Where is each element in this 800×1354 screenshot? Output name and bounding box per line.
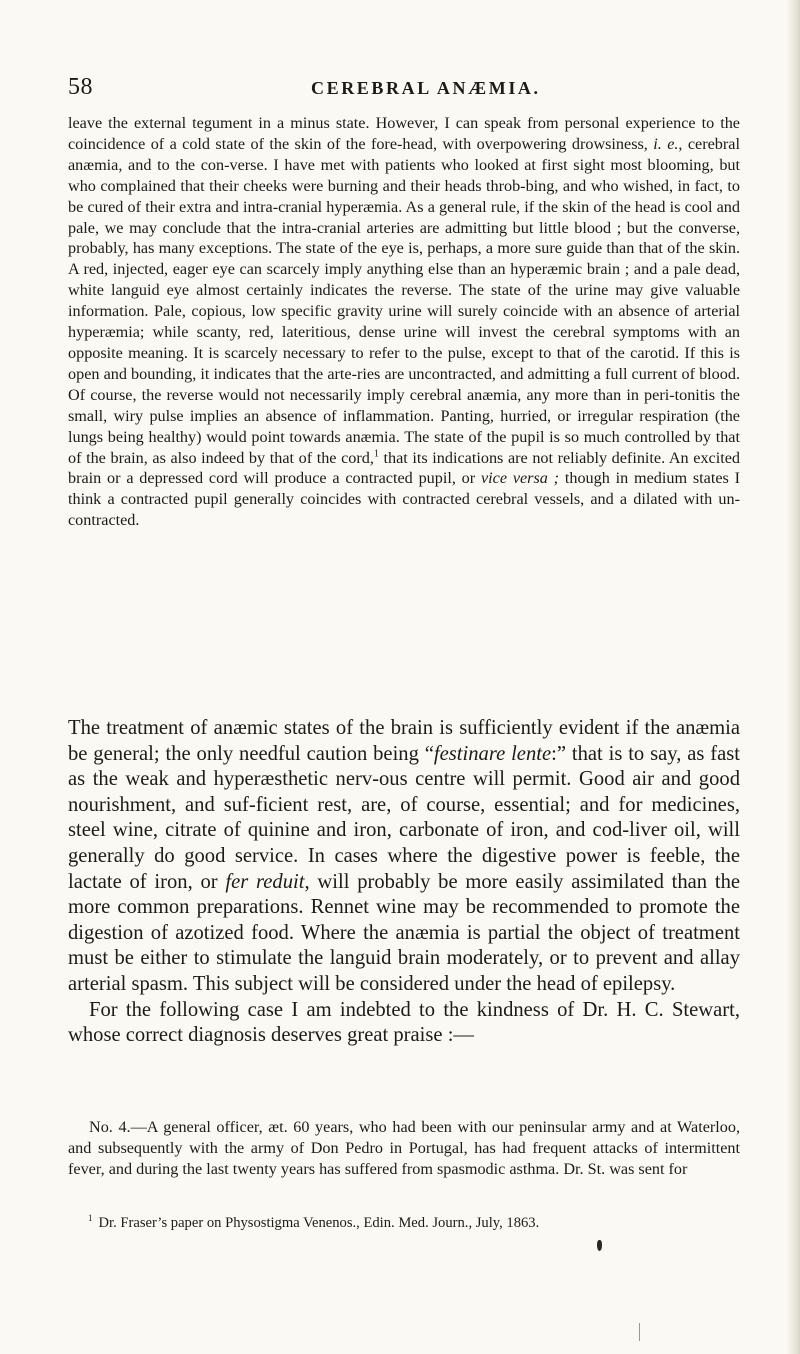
italic-text: i. e. [653, 134, 679, 153]
running-head: CEREBRAL ANÆMIA. [311, 78, 541, 98]
paragraph-acknowledgement: For the following case I am indebted to the kindness of Dr. H. C. Stewart, whose correct diagnosis deserves great praise :— [68, 998, 740, 1047]
ink-mark [639, 1323, 640, 1341]
paragraph-diagnostic-signs [68, 113, 740, 531]
text-run: :” that is to say, as fast as the weak and hyperæsthetic nerv-ous centre will permit. Good air and good nourishment, and suf-ficient rest, are, of course, essential; and for medicines, steel wine, citrate of quinine and iron, carbonate of iron, and cod-liver oil, will generally do good service. In cases where the digestive power is feeble, the lactate of iron, or [68, 742, 740, 893]
text-run: leave the external tegument in a minus state. However, I can speak from personal experience to the coincidence of a cold state of the skin of the fore-head, with overpowering drowsiness, [68, 114, 740, 153]
text-run: that its indications are not reliably definite. An excited brain or a depressed cord will produce a contracted pupil, or [68, 448, 740, 488]
italic-text: vice versa ; [480, 469, 560, 488]
paragraph-treatment [68, 716, 740, 1049]
footnote-marker: 1 [88, 1213, 93, 1223]
footnote-text: Dr. Fraser’s paper on Physostigma Venenos., Edin. Med. Journ., July, 1863. [98, 1214, 540, 1231]
text-run: , cerebral anæmia, and to the con-verse. I have met with patients who looked at first sight most blooming, but who complained that their cheeks were burning and their heads throb-bing, and who wished, in fact, to be cured of their extra and intra-cranial hyperæmia. As a general rule, if the skin of the head is cool and pale, we may conclude that the intra-cranial arteries are admitting but little blood ; but the converse, probably, has many exceptions. The state of the eye is, perhaps, a more sure guide than that of the skin. A red, injected, eager eye can scarcely imply anything else than an hyperæmic brain ; and a pale dead, white languid eye almost certainly indicates the reverse. The state of the urine may give valuable information. Pale, copious, low specific gravity urine will surely coincide with an absence of arterial hyperæmia; while scanty, red, lateritious, dense urine will invest the cerebral symptoms with an opposite meaning. It is scarcely necessary to refer to the pulse, except to that of the carotid. If this is open and bounding, it indicates that the arte-ries are uncontracted, and admitting a full current of blood. Of course, the reverse would not necessarily imply cerebral anæmia, any more than in peri-tonitis the small, wiry pulse implies an absence of inflammation. Panting, hurried, or irregular respiration (the lungs being healthy) would point towards anæmia. The state of the pupil is so much controlled by that of the brain, as also indeed by that of the cord, [68, 134, 740, 467]
paragraph-text [68, 113, 740, 531]
page-number: 58 [68, 74, 93, 100]
case-report-text: No. 4.—A general officer, æt. 60 years, who had been with our peninsular army and at Waterloo, and subsequently with the army of Don Pedro in Portugal, has had frequent attacks of intermittent fever, and during the last twenty years has suffered from spasmodic asthma. Dr. St. was sent for [68, 1118, 740, 1178]
text-run: , will probably be more easily assimilated than the more common preparations. Rennet wine may be recommended to promote the digestion of azotized food. Where the anæmia is partial the object of treatment must be either to stimulate the languid brain moderately, or to prevent and allay arterial spasm. This subject will be considered under the head of epilepsy. [68, 870, 741, 995]
text-run: The treatment of anæmic states of the brain is sufficiently evident if the anæmia be general; the only needful caution being “ [68, 717, 740, 765]
footnote-reference: 1 [373, 448, 379, 460]
italic-text: fer reduit [225, 870, 305, 893]
ink-speck [597, 1240, 602, 1251]
italic-text: festinare lente [433, 742, 552, 765]
page-edge-shadow [786, 0, 800, 1354]
page-header [68, 74, 736, 104]
text-run: though in medium states I think a contracted pupil generally coincides with contracted cerebral vessels, and a dilated with un-contracted. [68, 469, 740, 530]
paragraph-text [68, 716, 740, 998]
footnote [68, 1209, 740, 1232]
case-report [68, 1117, 740, 1180]
